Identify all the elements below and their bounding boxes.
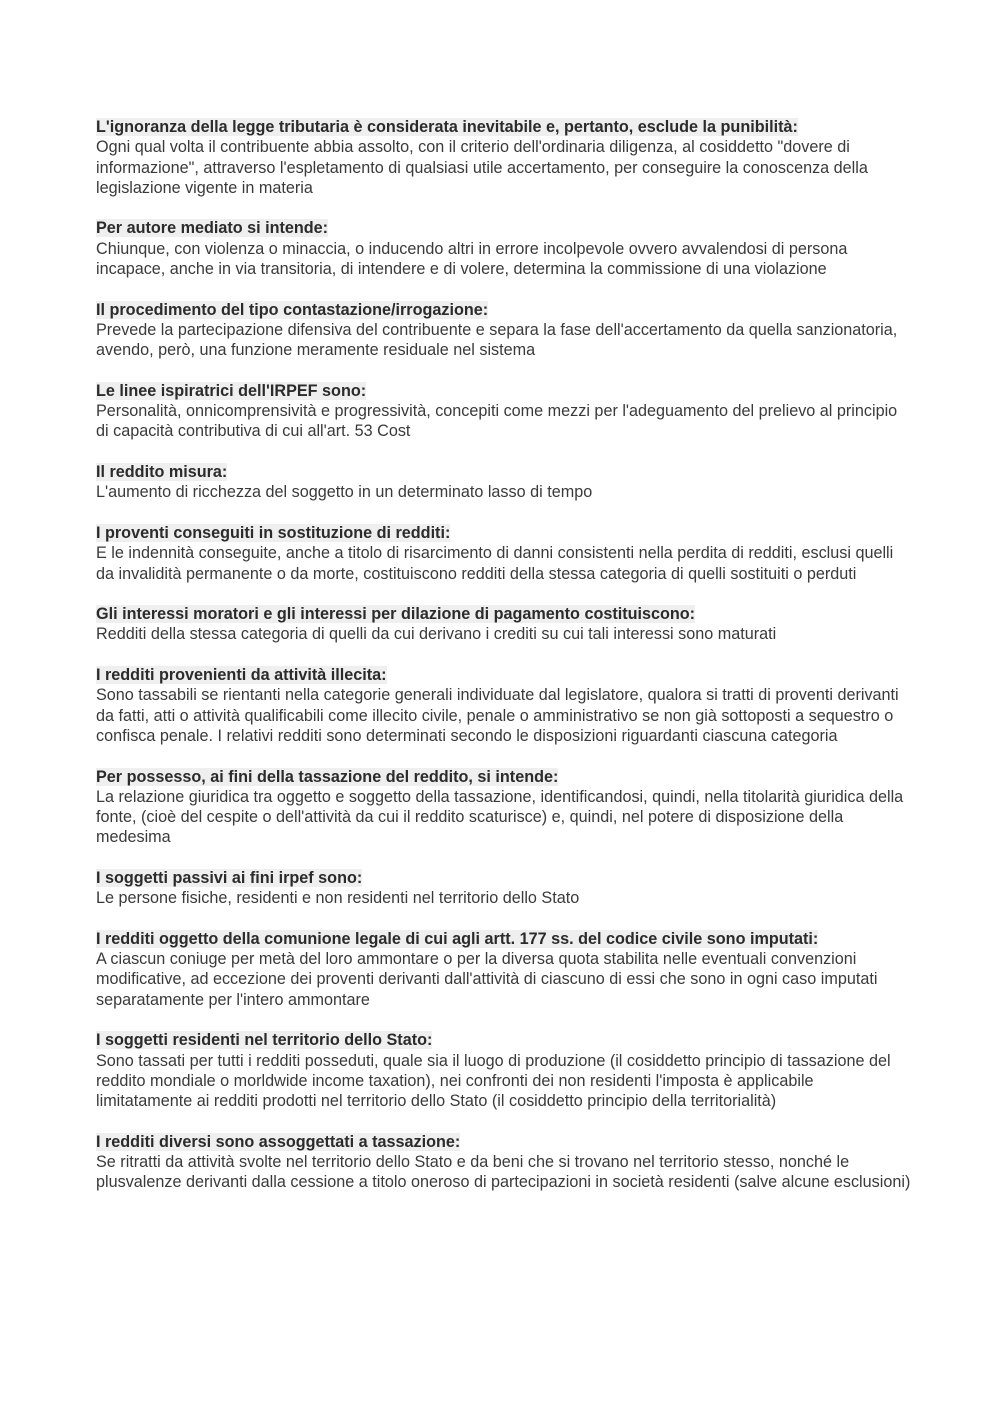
- question-heading: [96, 665, 911, 685]
- question-text: I redditi provenienti da attività illecita:: [96, 666, 387, 685]
- question-text: I soggetti passivi ai fini irpef sono:: [96, 868, 363, 887]
- answer-text: E le indennità conseguite, anche a titolo di risarcimento di danni consistenti nella perdita di redditi, esclusi quelli da invalidità permanente o da morte, costituiscono redditi della stessa categoria di quelli sostituiti o perduti: [96, 544, 894, 583]
- question-text: Per possesso, ai fini della tassazione del reddito, si intende:: [96, 767, 559, 786]
- question-text: I redditi oggetto della comunione legale di cui agli artt. 177 ss. del codice civile sono imputati:: [96, 929, 819, 948]
- question-text: Il reddito misura:: [96, 463, 228, 482]
- question-heading: [96, 767, 911, 787]
- qa-entry: [96, 462, 911, 503]
- answer-text: Redditi della stessa categoria di quelli da cui derivano i crediti su cui tali interessi sono maturati: [96, 625, 777, 644]
- answer-text: Chiunque, con violenza o minaccia, o inducendo altri in errore incolpevole ovvero avvalendosi di persona incapace, anche in via transitoria, di intendere e di volere, determina la commissione di una violazione: [96, 239, 848, 279]
- qa-entry: [96, 868, 911, 909]
- qa-entry: [96, 604, 911, 645]
- answer-text: Le persone fisiche, residenti e non residenti nel territorio dello Stato: [96, 889, 580, 908]
- qa-entry: [96, 665, 911, 746]
- qa-entry: [96, 218, 911, 279]
- answer-text: Prevede la partecipazione difensiva del contribuente e separa la fase dell'accertamento da quella sanzionatoria, avendo, però, una funzione meramente residuale nel sistema: [96, 320, 898, 360]
- answer-text: Sono tassabili se rientanti nella categorie generali individuate dal legislatore, qualora si tratti di proventi derivanti da fatti, atti o attività qualificabili come illecito civile, penale o amministrativo se non già sottoposti a sequestro o confisca penale. I relativi redditi sono determinati secondo le disposizioni riguardanti ciascuna categoria: [96, 686, 899, 745]
- question-heading: [96, 300, 911, 320]
- question-heading: [96, 604, 911, 624]
- answer-text: Sono tassati per tutti i redditi posseduti, quale sia il luogo di produzione (il cosiddetto principio di tassazione del reddito mondiale o morldwide income taxation), nei confronti dei non residenti l'imposta è applicabile limitatamente ai redditi prodotti nel territorio dello Stato (il cosiddetto principio della territorialità): [96, 1051, 891, 1111]
- question-heading: [96, 523, 911, 543]
- question-text: I redditi diversi sono assoggettati a tassazione:: [96, 1132, 461, 1151]
- qa-entry: [96, 1132, 911, 1193]
- question-text: Le linee ispiratrici dell'IRPEF sono:: [96, 381, 367, 400]
- question-heading: [96, 462, 911, 482]
- qa-entry: [96, 1030, 911, 1111]
- question-heading: [96, 1132, 911, 1152]
- qa-entry: [96, 767, 911, 848]
- qa-entry: [96, 523, 911, 584]
- question-text: Per autore mediato si intende:: [96, 219, 329, 238]
- question-heading: [96, 1030, 911, 1050]
- question-heading: [96, 381, 911, 401]
- answer-text: L'aumento di ricchezza del soggetto in un determinato lasso di tempo: [96, 483, 593, 502]
- question-heading: [96, 868, 911, 888]
- answer-text: Personalità, onnicomprensività e progressività, concepiti come mezzi per l'adeguamento del prelievo al principio di capacità contributiva di cui all'art. 53 Cost: [96, 402, 898, 441]
- qa-entry: [96, 929, 911, 1010]
- answer-text: A ciascun coniuge per metà del loro ammontare o per la diversa quota stabilita nelle eventuali convenzioni modificative, ad eccezione dei proventi derivanti dall'attività di ciascuno di essi che sono in ogni caso imputati separatamente per l'intero ammontare: [96, 950, 878, 1009]
- answer-text: Se ritratti da attività svolte nel territorio dello Stato e da beni che si trovano nel territorio stesso, nonché le plusvalenze derivanti dalla cessione a titolo oneroso di partecipazioni in società residenti (salve alcune esclusioni): [96, 1153, 911, 1192]
- qa-list: [96, 117, 911, 1213]
- question-text: Il procedimento del tipo contastazione/irrogazione:: [96, 300, 489, 319]
- question-text: L'ignoranza della legge tributaria è considerata inevitabile e, pertanto, esclude la punibilità:: [96, 118, 798, 136]
- qa-entry: [96, 381, 911, 442]
- question-text: I soggetti residenti nel territorio dello Stato:: [96, 1031, 433, 1050]
- question-text: I proventi conseguiti in sostituzione di redditi:: [96, 523, 451, 542]
- answer-text: Ogni qual volta il contribuente abbia assolto, con il criterio dell'ordinaria diligenza, al cosiddetto "dovere di informazione", attraverso l'espletamento di qualsiasi utile accertamento, per conseguire la conoscenza della legislazione vigente in materia: [96, 138, 868, 197]
- qa-entry: [96, 300, 911, 361]
- question-heading: [96, 218, 911, 238]
- question-heading: [96, 929, 911, 949]
- question-heading: [96, 117, 911, 137]
- question-text: Gli interessi moratori e gli interessi per dilazione di pagamento costituiscono:: [96, 605, 696, 624]
- answer-text: La relazione giuridica tra oggetto e soggetto della tassazione, identificandosi, quindi, nella titolarità giuridica della fonte, (cioè del cespite o dell'attività da cui il reddito scaturisce) e, quindi, nel potere di disposizione della medesima: [96, 787, 904, 847]
- qa-entry: [96, 117, 911, 198]
